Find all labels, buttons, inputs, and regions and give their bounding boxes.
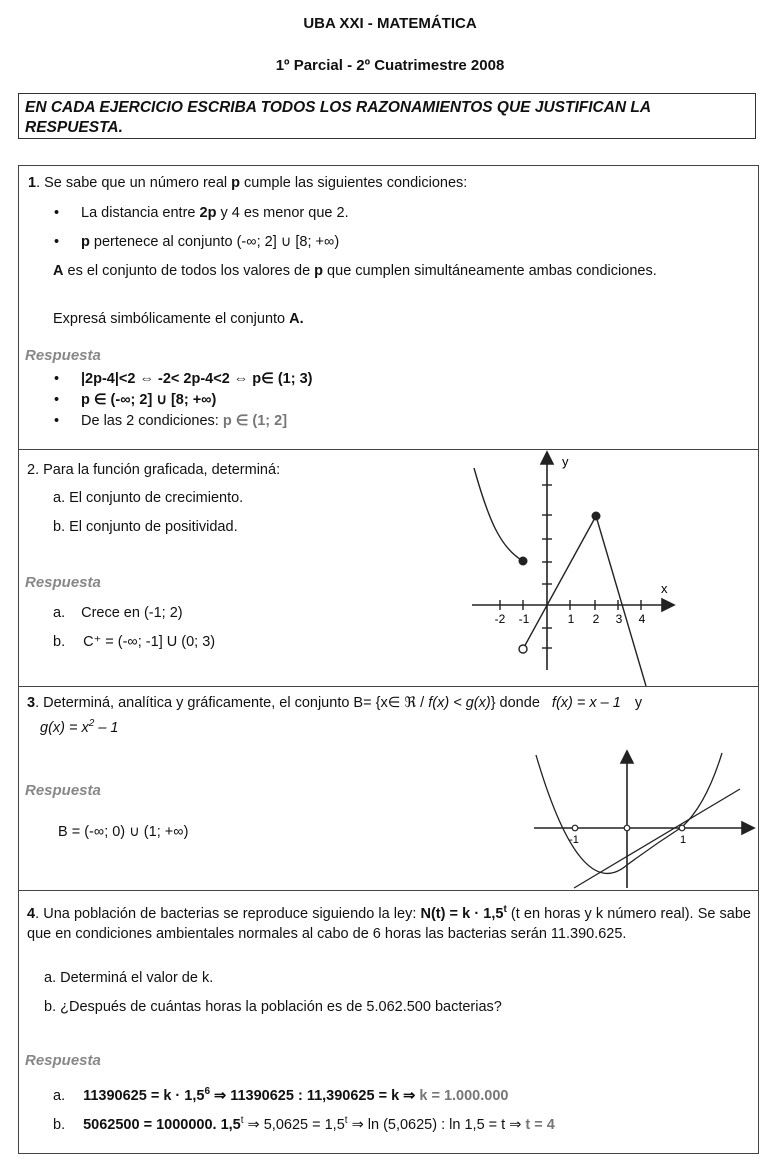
- ex2-function-graph: [460, 448, 690, 686]
- instructions: EN CADA EJERCICIO ESCRIBA TODOS LOS RAZONAMIENTOS QUE JUSTIFICAN LA RESPUESTA.: [18, 93, 756, 139]
- x-axis-arrow: [662, 599, 674, 611]
- x-axis-label: x: [661, 581, 668, 596]
- ex1-answer-2: • p ∈ (-∞; 2] ∪ [8; +∞): [81, 390, 216, 410]
- ex3-response-label: Respuesta: [25, 782, 101, 799]
- closed-point-left: [519, 557, 528, 566]
- tick-label: -2: [494, 612, 506, 626]
- ex2-answer-b: b. C⁺ = (-∞; -1] U (0; 3): [53, 634, 216, 650]
- ex1-express: Expresá simbólicamente el conjunto A.: [53, 311, 304, 327]
- ex1-statement: 1. Se sabe que un número real p cumple las siguientes condiciones:: [28, 175, 468, 191]
- tick-label: -1: [569, 834, 579, 846]
- ex2-item-b: b. El conjunto de positividad.: [53, 519, 238, 535]
- line-f: [574, 789, 740, 888]
- line-falling: [596, 516, 646, 686]
- y-axis-arrow: [621, 751, 633, 763]
- ex3-answer: B = (-∞; 0) ∪ (1; +∞): [58, 824, 189, 840]
- tick-label: 4: [638, 612, 646, 626]
- ex4-statement: 4. Una población de bacterias se reproduce siguiendo la ley: $N(t) = k \cdot 1,5^t$ (t en horas y k número real). Se sabe que en condiciones ambientales normales al cabo de 6 horas las bacterias serán 11.390.625.: [27, 904, 751, 942]
- page-title: UBA XXI - MATEMÁTICA: [303, 15, 477, 32]
- line-rising: [523, 516, 596, 649]
- ex4-response-label: Respuesta: [25, 1052, 101, 1069]
- tick-label: 1: [679, 834, 687, 846]
- curve-left-branch: [474, 468, 523, 561]
- ex1-answer-3: • De las 2 condiciones: p ∈ (1; 2]: [81, 411, 287, 431]
- y-axis-label: y: [562, 454, 569, 469]
- y-axis-arrow: [541, 452, 553, 464]
- ex4-item-a: a. Determiná el valor de k.: [44, 970, 214, 986]
- tick-label: 1: [567, 612, 575, 626]
- ex1-paragraph: A es el conjunto de todos los valores de p que cumplen simultáneamente ambas condiciones.: [53, 263, 657, 279]
- ex2-item-a: a. El conjunto de crecimiento.: [53, 490, 244, 506]
- ex4-item-b: b. ¿Después de cuántas horas la población es de 5.062.500 bacterias?: [44, 999, 502, 1015]
- x-axis-arrow: [742, 822, 754, 834]
- tick-label: 3: [615, 612, 623, 626]
- closed-point-max: [592, 512, 601, 521]
- ex3-g-definition: $g(x) = x^2 - 1$: [40, 718, 119, 736]
- tick-label: -1: [518, 612, 530, 626]
- ex3-statement: 3. Determiná, analítica y gráficamente, el conjunto B= {x∈ ℜ / f(x) < g(x)} donde f(x) = x – 1 y: [27, 695, 643, 711]
- tick-label: 2: [592, 612, 600, 626]
- ex2-statement: 2. Para la función graficada, determiná:: [27, 462, 281, 478]
- ex4-answer-b: b. 5062500 = 1000000. 1,5$^t$ ⇒ $5,0625 = 1,5^t$ ⇒ ln (5,0625) : ln 1,5 = t ⇒ t = 4: [53, 1115, 555, 1133]
- open-point: [519, 645, 527, 653]
- ex1-condition-2: • p pertenece al conjunto (-∞; 2] ∪ [8; +∞): [81, 232, 339, 252]
- ex4-answer-a: a. $11390625 = k \cdot 1,5^6$ ⇒ 11390625 : 11,390625 = k ⇒ k = 1.000.000: [53, 1086, 509, 1104]
- ex3-graph: [530, 745, 760, 890]
- page-subtitle: 1º Parcial - 2º Cuatrimestre 2008: [275, 57, 505, 74]
- ex1-response-label: Respuesta: [25, 347, 101, 364]
- ex1-condition-1: • La distancia entre 2p y 4 es menor que 2.: [81, 203, 349, 223]
- ex1-answer-1: • |2p-4|<2 ⇔ -2< 2p-4<2 ⇔ p∈ (1; 3): [81, 369, 312, 389]
- ex2-response-label: Respuesta: [25, 574, 101, 591]
- ex2-answer-a: a. Crece en (-1; 2): [53, 605, 183, 621]
